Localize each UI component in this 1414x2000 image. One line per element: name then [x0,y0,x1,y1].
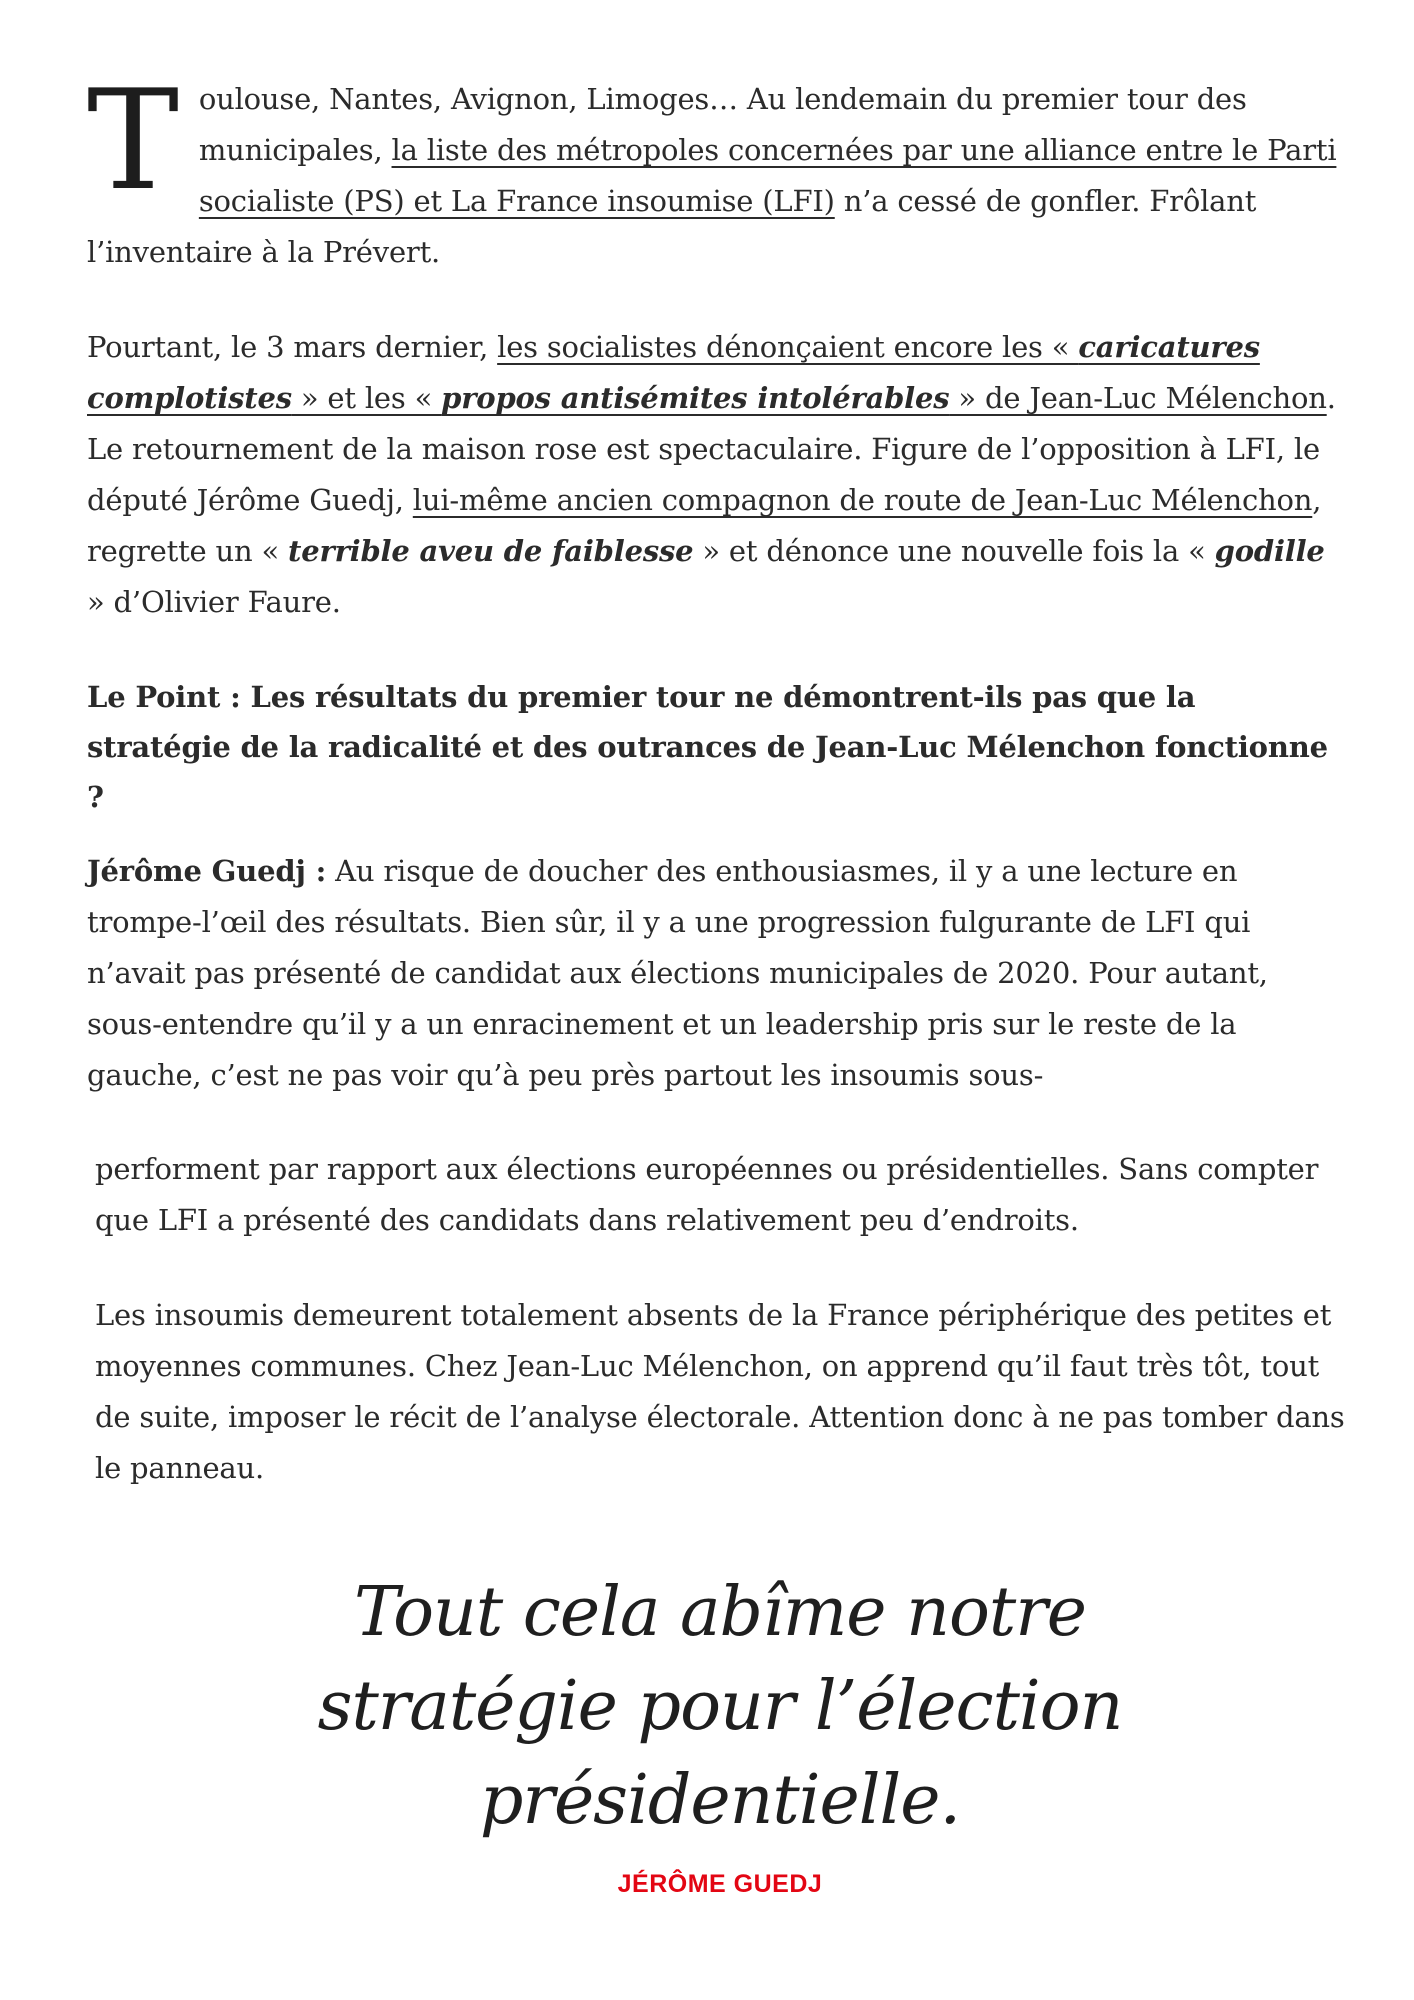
pull-quote [240,1566,1200,1899]
pull-quote-author: JÉRÔME GUEDJ [617,1870,823,1898]
context-text-4: » et dénonce une nouvelle fois la « [693,534,1215,568]
drop-cap: T [87,60,179,221]
quote-aveu-faiblesse: terrible aveu de faiblesse [288,534,694,568]
context-text-5: » d’Olivier Faure. [87,585,341,619]
link-metropoles-alliance[interactable]: la liste des métropoles concernées par une alliance entre le Parti socialiste (PS) et La France insoumise (LFI) [198,133,1337,218]
link-ancien-compagnon[interactable]: lui-même ancien compagnon de route de Jean-Luc Mélenchon [412,483,1313,517]
context-text-2: . Le retournement de la maison rose est spectaculaire. Figure de l’opposition à LFI, le député Jérôme Guedj, [87,381,1336,517]
pull-quote-text: Tout cela abîme notre stratégie pour l’élection présidentielle. [317,1573,1123,1840]
article-continued [95,1144,1345,1538]
intro-paragraph [87,60,1339,278]
continued-paragraph-2: Les insoumis demeurent totalement absents de la France périphérique des petites et moyennes communes. Chez Jean-Luc Mélenchon, on apprend qu’il faut très tôt, tout de suite, imposer le récit de l’analyse électorale. Attention donc à ne pas tomber dans le panneau. [95,1298,1345,1485]
intro-text-2: n’a cessé de gonfler. Frôlant l’inventaire à la Prévert. [87,184,1257,269]
answer-text: Au risque de doucher des enthousiasmes, il y a une lecture en trompe-l’œil des résultats. Bien sûr, il y a une progression fulgurante de LFI qui n’avait pas présenté de candidat aux élections municipales de 2020. Pour autant, sous-entendre qu’il y a un enracinement et un leadership pris sur le reste de la gauche, c’est ne pas voir qu’à peu près partout les insoumis sous- [87,854,1268,1092]
link-part-a: les socialistes dénonçaient encore les « [497,330,1079,364]
quote-godille: godille [1214,534,1325,568]
context-paragraph [87,322,1339,628]
interview-answer [87,846,1339,1101]
intro-text-1: oulouse, Nantes, Avignon, Limoges… Au lendemain du premier tour des municipales, [198,82,1247,167]
article-body [87,60,1339,1101]
page-break [0,1098,1414,1132]
continued-paragraph-1: performent par rapport aux élections européennes ou présidentielles. Sans compter que LFI a présenté des candidats dans relativement peu d’endroits. [95,1152,1319,1237]
link-quote-caricatures: caricatures complotistes [87,330,1260,415]
link-quote-propos: propos antisémites intolérables [441,381,950,415]
context-text-1: Pourtant, le 3 mars dernier, [87,330,498,364]
context-text-3: , regrette un « [87,483,1322,568]
answer-speaker: Jérôme Guedj : [87,854,327,888]
link-part-c: » de Jean-Luc Mélenchon [949,381,1327,415]
link-part-b: » et les « [291,381,442,415]
interview-question: Le Point : Les résultats du premier tour ne démontrent-ils pas que la stratégie de la radicalité et des outrances de Jean-Luc Mélenchon fonctionne ? [87,680,1328,814]
